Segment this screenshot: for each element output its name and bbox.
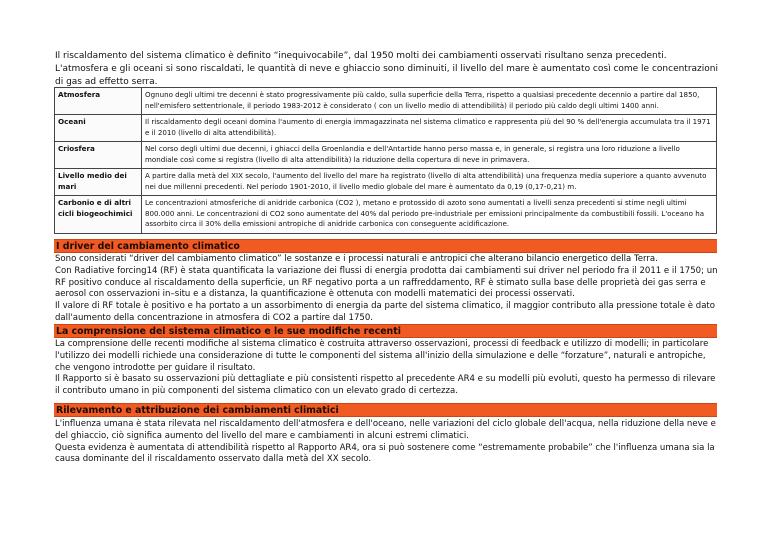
paragraph: Questa evidenza è aumentata di attendibilità rispetto al Rapporto AR4, ora si può sostenere come “estremamente probabile” che l'influenza umana sia la causa dominante del il riscaldamento osservato dalla metà del XX secolo. bbox=[55, 442, 715, 465]
row-label: Oceani bbox=[55, 115, 142, 142]
paragraph: Il Rapporto si è basato su osservazioni più dettagliate e più consistenti rispetto al precedente AR4 e su modelli più evoluti, questo ha permesso di rilevare il contributo umano in più componenti del sistema climatico con un elevato grado di certezza. bbox=[55, 374, 716, 397]
paragraph: Sono considerati “driver del cambiamento climatico” le sostanze e i processi naturali e antropici che alterano bilancio energetico della Terra. bbox=[55, 254, 658, 264]
table-row bbox=[55, 169, 717, 196]
paragraph: Con Radiative forcing14 (RF) è stata quantificata la variazione dei flussi di energia prodotta dai cambiamenti sui driver nel periodo fra il 2011 e il 1750; un RF positivo conduce al riscaldamento della superficie, un RF negativo porta a un raffreddamento, RF è stimato sulla base delle proprietà dei gas serra e aerosol con osservazioni in–situ e a distanza, la quantificazione è ottenuta con modelli matematici dei processi osservati. bbox=[55, 265, 718, 300]
row-text: Nel corso degli ultimi due decenni, i ghiacci della Groenlandia e dell'Antartide hanno perso massa e, in generale, si registra una loro riduzione a livello mondiale così come si registra (livello di alta attendibilità) la riduzione della copertura di neve in primavera. bbox=[142, 142, 717, 169]
paragraph: L'influenza umana è stata rilevata nel riscaldamento dell'atmosfera e dell'oceano, nelle variazioni del ciclo globale dell'acqua, nella riduzione della neve e del ghiaccio, ciò significa aumento del livello del mare e cambiamenti in alcuni estremi climatici. bbox=[55, 419, 716, 441]
row-label: Atmosfera bbox=[55, 88, 142, 115]
section-body-comprensione bbox=[55, 339, 718, 398]
table-row bbox=[55, 196, 717, 234]
section-heading-comprensione: La comprensione del sistema climatico e le sue modifiche recenti bbox=[54, 324, 717, 338]
row-text: Ognuno degli ultimi tre decenni è stato progressivamente più caldo, sulla superficie della Terra, rispetto a qualsiasi precedente decennio a partire dal 1850, nell'emisfero settentrionale, il periodo 1983-2012 è considerato ( con un livello medio di attendibilità) il periodo più caldo degli ultimi 1400 anni. bbox=[142, 88, 717, 115]
row-label: Criosfera bbox=[55, 142, 142, 169]
section-heading-rilevamento: Rilevamento e attribuzione dei cambiamenti climatici bbox=[54, 403, 717, 417]
table-row bbox=[55, 88, 717, 115]
row-text: Le concentrazioni atmosferiche di anidride carbonica (CO2 ), metano e protossido di azoto sono aumentati a livelli senza precedenti si stime negli ultimi 800.000 anni. Le concentrazioni di CO2 sono aumentate del 40% dal periodo pre-industriale per emissioni principalmente da combustibili fossili. L'oceano ha assorbito circa il 30% della emissioni antropiche di anidride carbonica con conseguente acidificazione. bbox=[142, 196, 717, 234]
row-text: A partire dalla metà del XIX secolo, l'aumento del livello del mare ha registrato (livello di alta attendibilità) una frequenza media superiore a quanto avvenuto nei due millenni precedenti. Nel periodo 1901-2010, il livello medio globale del mare è aumentato da 0,19 (0,17-0,21) m. bbox=[142, 169, 717, 196]
paragraph: Il valore di RF totale è positivo e ha portato a un assorbimento di energia da parte del sistema climatico, il maggior contributo alla pressione totale è dato dall'aumento della concentrazione in atmosfera di CO2 a partire dal 1750. bbox=[55, 301, 716, 323]
table-row bbox=[55, 115, 717, 142]
table-row bbox=[55, 142, 717, 169]
row-label: Livello medio dei mari bbox=[55, 169, 142, 196]
row-text: Il riscaldamento degli oceani domina l'aumento di energia immagazzinata nel sistema climatico e rappresenta più del 90 % dell'energia accumulata tra il 1971 e il 2010 (livello di alta attendibilità). bbox=[142, 115, 717, 142]
observations-table bbox=[54, 87, 717, 234]
section-heading-drivers: I driver del cambiamento climatico bbox=[54, 239, 717, 253]
section-body-rilevamento bbox=[55, 419, 718, 466]
section-body-drivers bbox=[55, 254, 718, 325]
intro-paragraph: Il riscaldamento del sistema climatico è definito “inequivocabile”, dal 1950 molti dei cambiamenti osservati risultano senza precedenti. L'atmosfera e gli oceani si sono riscaldati, le quantità di neve e ghiaccio sono diminuiti, il livello del mare è aumentato così come le concentrazioni di gas ad effetto serra. bbox=[55, 51, 718, 87]
row-label: Carbonio e di altri cicli biogeochimici bbox=[55, 196, 142, 234]
paragraph: La comprensione delle recenti modifiche al sistema climatico è costruita attraverso osservazioni, processi di feedback e utilizzo di modelli; in particolare l'utilizzo dei modelli richiede una considerazione di tutte le componenti del sistema all'inizio della simulazione e delle “forzature”, naturali e antropiche, che vengono introdotte per guidare il risultato. bbox=[55, 339, 709, 373]
